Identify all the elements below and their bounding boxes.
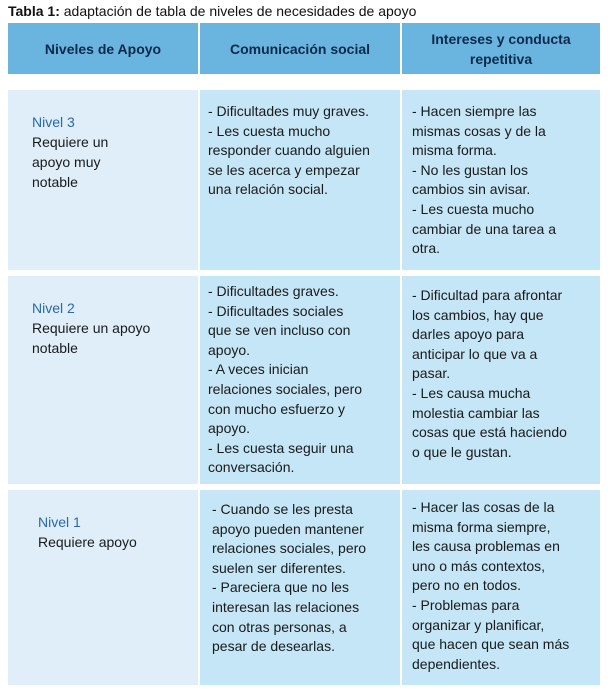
social-line: - Dificultades sociales — [208, 302, 344, 319]
level-title: Nivel 3 — [32, 114, 75, 130]
row-nivel-3-social — [200, 90, 400, 270]
social-line: relaciones sociales, pero — [212, 540, 367, 557]
social-line: una relación social. — [208, 181, 328, 198]
level-title: Nivel 2 — [32, 300, 75, 316]
level-desc-line: apoyo muy — [32, 154, 101, 170]
social-line: relaciones sociales, pero — [208, 380, 363, 397]
caption-label: Tabla 1: — [8, 3, 60, 19]
repetitive-line: organizar y planificar, — [412, 616, 545, 633]
repetitive-line: mismas cosas y de la — [412, 122, 546, 139]
table-caption — [8, 2, 416, 20]
repetitive-line: darles apoyo para — [412, 326, 525, 343]
header-intereses — [402, 23, 600, 74]
repetitive-line: cosas que está haciendo — [412, 424, 567, 441]
level-description — [32, 318, 188, 358]
social-line: responder cuando alguien — [208, 142, 370, 159]
level-desc-line: Requiere apoyo — [38, 534, 137, 550]
repetitive-line: - Hacer las cosas de la — [412, 499, 555, 515]
repetitive-line: que hacen que sean más — [412, 636, 570, 653]
social-line: - Cuando se les presta — [212, 501, 353, 517]
repetitive-line: anticipar lo que va a — [412, 345, 538, 362]
social-line: apoyo pueden mantener — [212, 520, 364, 537]
row-nivel-2-level — [8, 276, 198, 484]
repetitive-line: - Dificultad para afrontar — [412, 287, 563, 303]
social-line: - A veces inician — [208, 361, 309, 378]
repetitive-line: dependientes. — [412, 655, 500, 672]
repetitive-line: - Les causa mucha — [412, 384, 531, 401]
level-description — [32, 132, 188, 192]
social-line: - Les cuesta seguir una — [208, 439, 354, 456]
level-title: Nivel 1 — [38, 514, 81, 530]
repetitive-line: les causa problemas en — [412, 538, 560, 555]
row-nivel-2-repetitive — [402, 276, 600, 484]
header-intereses-line1: Intereses y conducta — [431, 30, 571, 47]
level-desc-line: Requiere un — [32, 134, 109, 150]
header-intereses-line2: repetitiva — [469, 50, 533, 67]
social-line: con mucho esfuerzo y — [208, 400, 345, 417]
social-line: apoyo. — [208, 420, 251, 437]
header-niveles — [8, 23, 198, 74]
level-desc-line: notable — [32, 174, 78, 190]
repetitive-line: - Les cuesta mucho — [412, 200, 535, 217]
level-desc-line: Requiere un apoyo — [32, 320, 151, 336]
repetitive-line: uno o más contextos, — [412, 557, 546, 574]
repetitive-line: - Problemas para — [412, 596, 520, 613]
social-line: pesar de desearlas. — [212, 638, 335, 655]
social-line: suelen ser diferentes. — [212, 559, 346, 576]
social-line: se les acerca y empezar — [208, 161, 360, 178]
social-line: - Dificultades graves. — [208, 283, 339, 299]
social-line: - Dificultades muy graves. — [208, 103, 370, 119]
row-nivel-3-repetitive — [402, 90, 600, 270]
repetitive-line: misma forma siempre, — [412, 518, 551, 535]
row-nivel-1-repetitive — [402, 490, 600, 685]
social-line: - Pareciera que no les — [212, 579, 349, 596]
row-nivel-1-social — [200, 490, 400, 685]
repetitive-line: los cambios, hay que — [412, 306, 544, 323]
social-line: interesan las relaciones — [212, 598, 360, 615]
level-desc-line: notable — [32, 340, 78, 356]
repetitive-line: pero no en todos. — [412, 577, 521, 594]
repetitive-line: - No les gustan los — [412, 161, 528, 178]
social-line: con otras personas, a — [212, 618, 347, 635]
level-description — [38, 532, 188, 552]
repetitive-line: o que le gustan. — [412, 443, 512, 460]
repetitive-line: cambiar de una tarea a — [412, 220, 556, 237]
row-nivel-2-social — [200, 276, 400, 484]
social-line: conversación. — [208, 459, 295, 476]
row-nivel-3-level — [8, 90, 198, 270]
repetitive-line: pasar. — [412, 365, 451, 382]
repetitive-line: molestia cambiar las — [412, 404, 540, 421]
header-comunicacion — [200, 23, 400, 74]
social-line: que se ven incluso con — [208, 322, 351, 339]
repetitive-line: misma forma. — [412, 142, 497, 159]
row-nivel-1-level — [8, 490, 198, 685]
repetitive-line: - Hacen siempre las — [412, 103, 537, 119]
repetitive-line: cambios sin avisar. — [412, 181, 531, 198]
social-line: - Les cuesta mucho — [208, 122, 331, 139]
caption-text: adaptación de tabla de niveles de necesidades de apoyo — [59, 3, 417, 19]
repetitive-line: otra. — [412, 240, 441, 257]
social-line: apoyo. — [208, 341, 251, 358]
header-comunicacion-label: Comunicación social — [229, 40, 371, 57]
header-niveles-label: Niveles de Apoyo — [44, 40, 162, 57]
